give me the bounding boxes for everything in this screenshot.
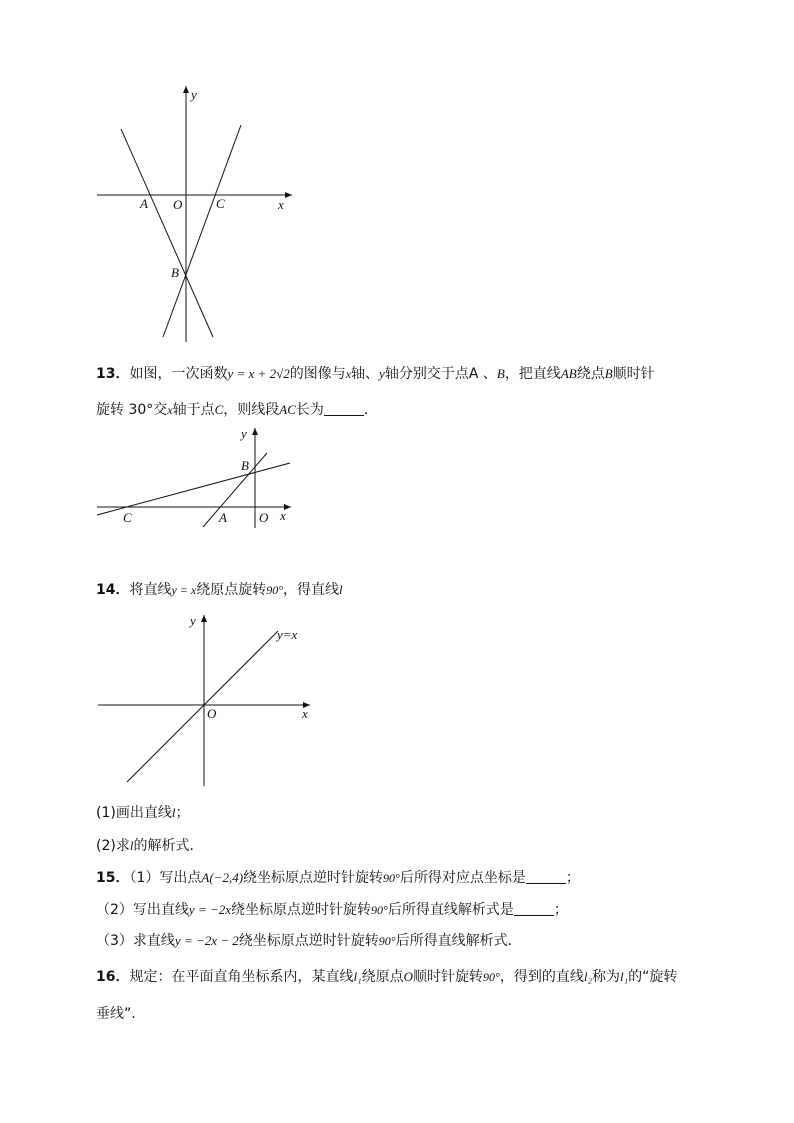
q14-part1: (1)画出直线l； [96,805,190,821]
q15-answer-blank-2 [514,901,554,916]
figure-q13 [95,425,300,530]
q13-number: 13． [96,366,130,382]
q16-number: 16． [96,969,130,985]
q15-answer-blank-1 [526,869,566,884]
point-c-label: C [123,510,132,525]
x-label: x [278,197,284,212]
point-b-label: B [241,458,249,473]
q15-part2: （2）写出直线y = −2x绕坐标原点逆时针旋转90°后所得直线解析式是 ； [96,902,568,918]
q14-equation: y = x [171,583,197,597]
figure-q14 [95,612,320,790]
point-a-label: A [219,510,227,525]
q13-line1: 13．如图，一次函数y = x + 2√2的图像与x轴、y轴分别交于点A 、B，把直线AB绕点B顺时针 [96,366,655,382]
y-label: y [190,613,196,628]
q14-number: 14． [96,582,130,598]
q13-answer-blank [324,401,364,416]
x-label: x [280,508,286,523]
point-a-label: A [140,196,148,211]
point-c-label: C [216,196,225,211]
line-label: y=x [277,627,298,642]
q15-part3: （3）求直线y = −2x − 2绕坐标原点逆时针旋转90°后所得直线解析式． [96,933,522,949]
q13-equation: y = x + 2√2 [227,366,290,381]
q15-number: 15． [96,870,130,886]
q16-line2: 垂线”． [96,1006,146,1022]
q13-line2: 旋转 30°交x轴于点C，则线段AC长为 ． [96,402,378,418]
q15-part1: 15．（1）写出点A(−2,4)绕坐标原点逆时针旋转90°后所得对应点坐标是 ； [96,870,580,886]
origin-label: O [173,197,183,212]
line-ab [203,453,267,527]
origin-label: O [207,706,217,721]
y-label: y [191,87,197,102]
figure-q12 [95,82,300,344]
line-y-equals-x [127,631,278,782]
line-ab [121,129,213,337]
q16-line1: 16．规定：在平面直角坐标系内，某直线l₁绕原点O顺时针旋转90°，得到的直线l₂称为l₁的“旋转 [96,969,678,985]
line-cb [163,125,241,337]
y-label: y [241,426,247,441]
origin-label: O [259,510,269,525]
x-label: x [302,706,308,721]
point-b-label: B [171,265,179,280]
q14-line1: 14．将直线y = x绕原点旋转90°，得直线l [96,582,343,598]
q14-part2: (2)求l的解析式． [96,838,204,854]
